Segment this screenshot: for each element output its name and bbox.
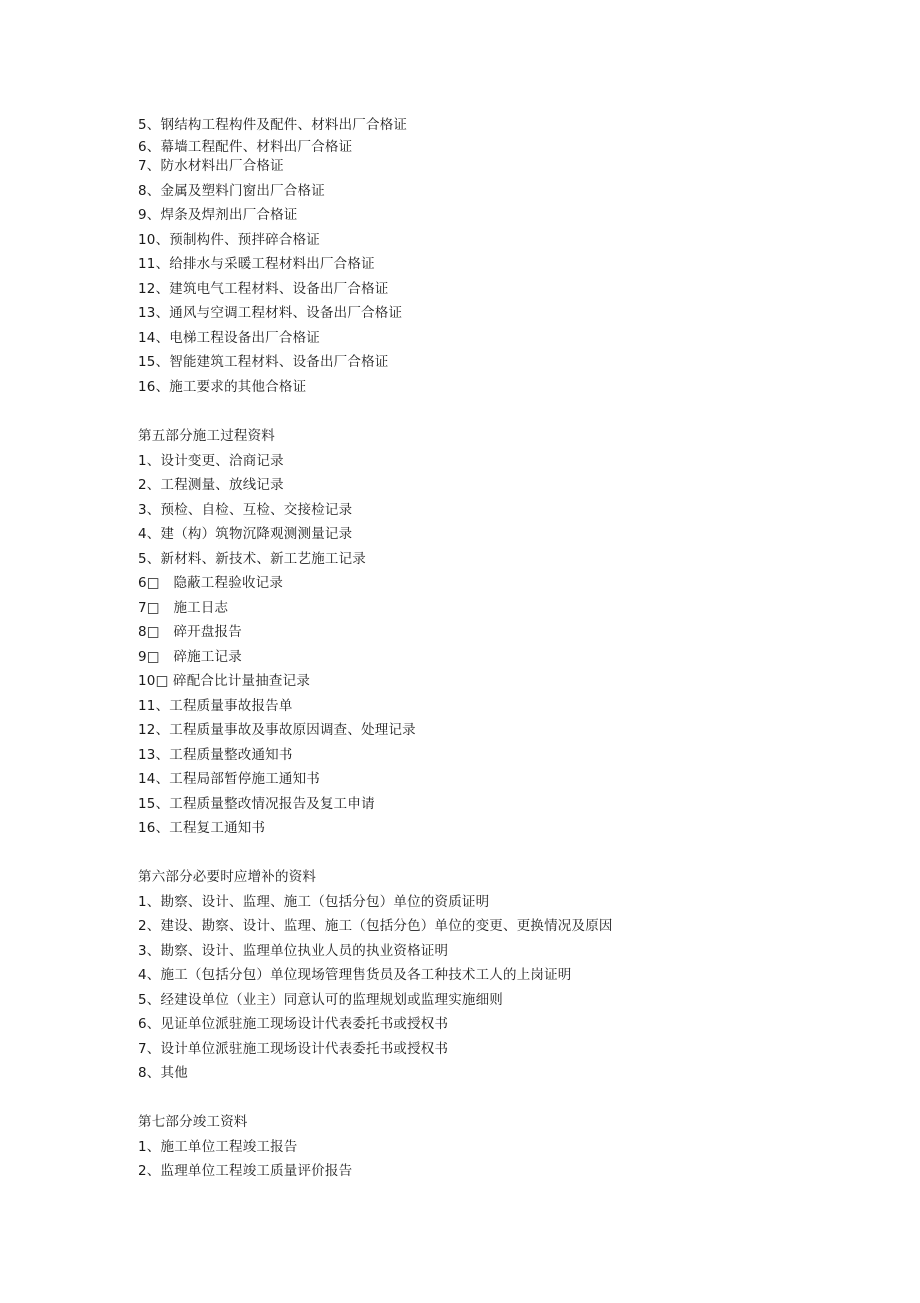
- list-item: 9□ 碎施工记录: [138, 649, 242, 665]
- section-heading-part7: 第七部分竣工资料: [138, 1114, 248, 1130]
- list-item: 10□ 碎配合比计量抽查记录: [138, 673, 311, 689]
- list-item: 6、见证单位派驻施工现场设计代表委托书或授权书: [138, 1016, 449, 1032]
- list-item: 1、设计变更、洽商记录: [138, 453, 284, 469]
- list-item: 5、经建设单位（业主）同意认可的监理规划或监理实施细则: [138, 992, 503, 1008]
- list-item: 11、工程质量事故报告单: [138, 698, 293, 714]
- list-item: 15、工程质量整改情况报告及复工申请: [138, 796, 375, 812]
- list-item: 8□ 碎开盘报告: [138, 624, 242, 640]
- list-item: 14、工程局部暂停施工通知书: [138, 771, 320, 787]
- list-item: 2、工程测量、放线记录: [138, 477, 284, 493]
- list-item: 4、建（构）筑物沉降观测测量记录: [138, 526, 353, 542]
- list-item: 6、幕墙工程配件、材料出厂合格证: [138, 139, 353, 155]
- list-item: 12、建筑电气工程材料、设备出厂合格证: [138, 281, 389, 297]
- list-item: 3、预检、自检、互检、交接检记录: [138, 502, 353, 518]
- list-item: 12、工程质量事故及事故原因调查、处理记录: [138, 722, 416, 738]
- list-item: 7、设计单位派驻施工现场设计代表委托书或授权书: [138, 1041, 449, 1057]
- list-item: 16、施工要求的其他合格证: [138, 379, 307, 395]
- list-item: 13、工程质量整改通知书: [138, 747, 293, 763]
- list-item: 4、施工（包括分包）单位现场管理售货员及各工种技术工人的上岗证明: [138, 967, 572, 983]
- list-item: 7、防水材料出厂合格证: [138, 158, 284, 174]
- list-item: 2、监理单位工程竣工质量评价报告: [138, 1163, 353, 1179]
- list-item: 10、预制构件、预拌碎合格证: [138, 232, 320, 248]
- list-item: 13、通风与空调工程材料、设备出厂合格证: [138, 305, 403, 321]
- list-item: 14、电梯工程设备出厂合格证: [138, 330, 320, 346]
- list-item: 8、其他: [138, 1065, 188, 1081]
- list-item: 2、建设、勘察、设计、监理、施工（包括分色）单位的变更、更换情况及原因: [138, 918, 613, 934]
- list-item: 1、施工单位工程竣工报告: [138, 1139, 298, 1155]
- list-item: 16、工程复工通知书: [138, 820, 266, 836]
- list-item: 5、钢结构工程构件及配件、材料出厂合格证: [138, 117, 408, 133]
- list-item: 15、智能建筑工程材料、设备出厂合格证: [138, 354, 389, 370]
- list-item: 5、新材料、新技术、新工艺施工记录: [138, 551, 366, 567]
- section-heading-part6: 第六部分必要时应增补的资料: [138, 869, 317, 885]
- list-item: 3、勘察、设计、监理单位执业人员的执业资格证明: [138, 943, 449, 959]
- list-item: 9、焊条及焊剂出厂合格证: [138, 207, 298, 223]
- list-item: 11、给排水与采暖工程材料出厂合格证: [138, 256, 375, 272]
- section-heading-part5: 第五部分施工过程资料: [138, 428, 275, 444]
- list-item: 8、金属及塑料门窗出厂合格证: [138, 183, 325, 199]
- list-item: 6□ 隐蔽工程验收记录: [138, 575, 284, 591]
- list-item: 1、勘察、设计、监理、施工（包括分包）单位的资质证明: [138, 894, 490, 910]
- list-item: 7□ 施工日志: [138, 600, 229, 616]
